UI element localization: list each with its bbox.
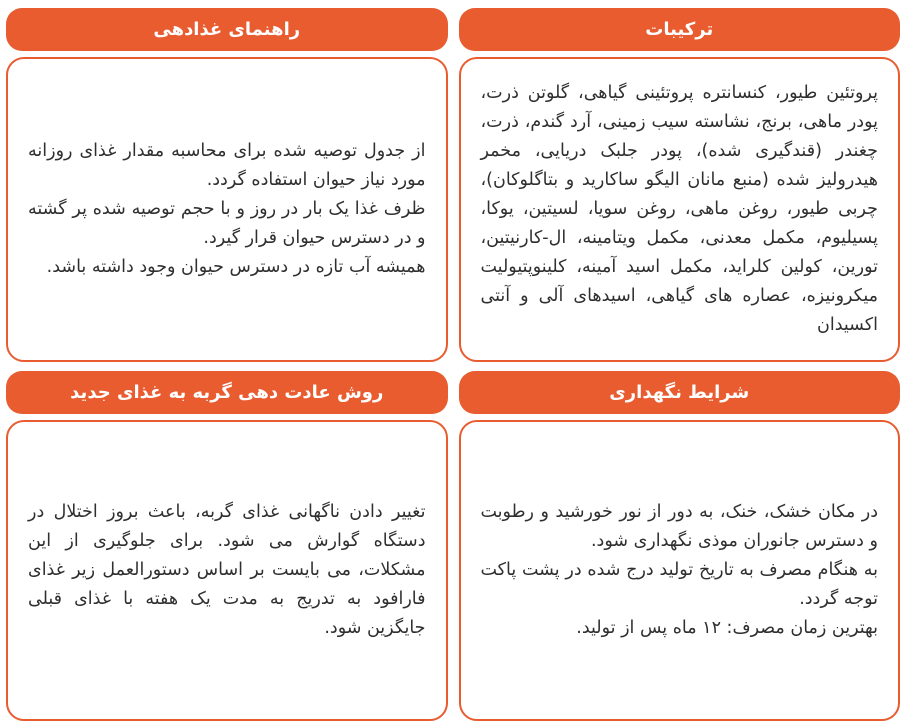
card-header-new-food-transition: [6, 371, 448, 414]
card-header-storage-conditions: [459, 371, 901, 414]
storage-line-3: بهترین زمان مصرف: ۱۲ ماه پس از تولید.: [576, 618, 878, 638]
card-header-ingredients: [459, 8, 901, 51]
card-ingredients: [459, 8, 901, 362]
card-feeding-guide: [6, 8, 448, 362]
cards-grid: [6, 8, 900, 718]
card-storage-conditions: [459, 371, 901, 721]
feeding-guide-line-1: از جدول توصیه شده برای محاسبه مقدار غذای روزانه مورد نیاز حیوان استفاده گردد.: [28, 141, 426, 190]
card-title-storage-conditions: شرایط نگهداری: [609, 381, 750, 403]
ingredients-text: پروتئین طیور، کنسانتره پروتئینی گیاهی، گلوتن ذرت، پودر ماهی، برنج، نشاسته سیب زمینی، آرد گندم، ذرت، چغندر (قندگیری شده)، پودر جلبک دریایی، مخمر هیدرولیز شده (منبع مانان الیگو ساکارید و بتاگلوکان)، چربی طیور، روغن ماهی، روغن سویا، لسیتین، یوکا، پسیلیوم، مکمل معدنی، مکمل ویتامینه، ال-کارنیتین، تورین، کولین کلراید، مکمل اسید آمینه، کلینوپتیولیت میکرونیزه، عصاره های گیاهی، اسیدهای آلی و آنتی اکسیدان: [480, 83, 878, 335]
card-header-feeding-guide: [6, 8, 448, 51]
card-title-ingredients: ترکیبات: [645, 18, 714, 40]
card-new-food-transition: [6, 371, 448, 721]
feeding-guide-line-3: همیشه آب تازه در دسترس حیوان وجود داشته باشد.: [46, 257, 426, 277]
card-body-feeding-guide: [6, 57, 448, 362]
card-body-new-food-transition: [6, 420, 448, 721]
card-title-new-food-transition: روش عادت دهی گربه به غذای جدید: [70, 381, 384, 403]
storage-line-2: به هنگام مصرف به تاریخ تولید درج شده در پشت پاکت توجه گردد.: [480, 560, 878, 609]
card-body-ingredients: [459, 57, 901, 362]
new-food-transition-text: تغییر دادن ناگهانی غذای گربه، باعث بروز اختلال در دستگاه گوارش می شود. برای جلوگیری از این مشکلات، می بایست بر اساس دستورالعمل زیر غذای فارافود به تدریج به مدت یک هفته با غذای قبلی جایگزین شود.: [28, 502, 426, 638]
storage-line-1: در مکان خشک، خنک، به دور از نور خورشید و رطوبت و دسترس جانوران موذی نگهداری شود.: [480, 502, 878, 551]
feeding-guide-line-2: ظرف غذا یک بار در روز و با حجم توصیه شده پر گشته و در دسترس حیوان قرار گیرد.: [28, 199, 426, 248]
card-title-feeding-guide: راهنمای غذادهی: [153, 18, 301, 40]
card-body-storage-conditions: [459, 420, 901, 721]
